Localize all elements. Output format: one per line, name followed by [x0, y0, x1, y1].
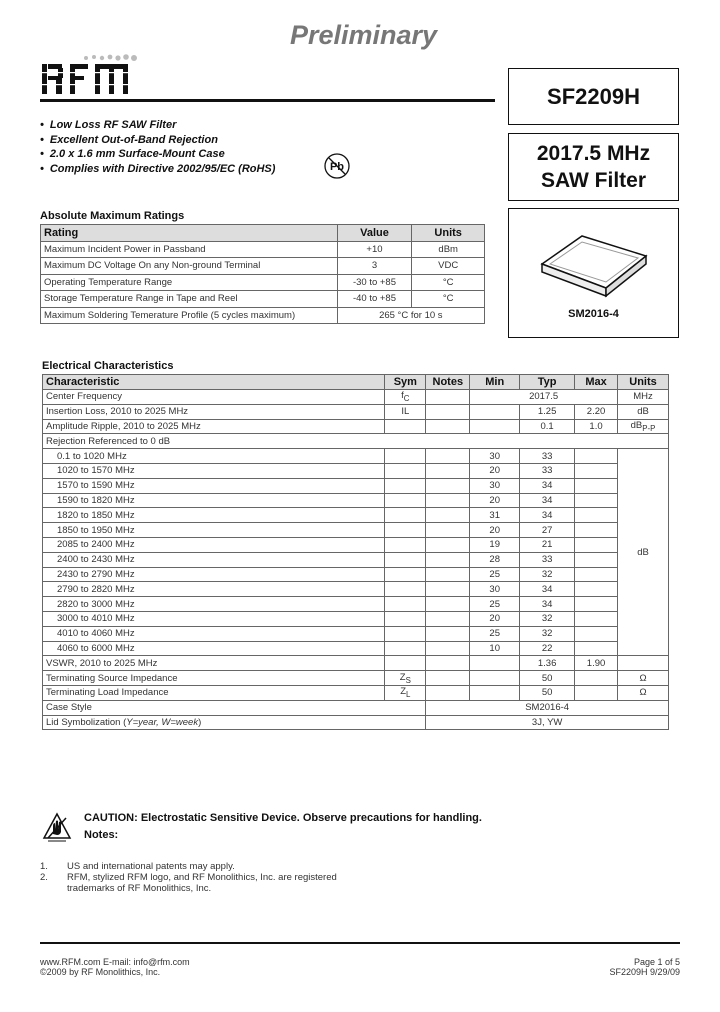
cell: [575, 597, 618, 612]
cell: 2085 to 2400 MHz: [43, 537, 385, 552]
cell: Maximum DC Voltage On any Non-ground Terminal: [41, 258, 338, 275]
table-row: [41, 291, 485, 308]
cell: [385, 449, 426, 464]
cell: [426, 478, 470, 493]
feature-item: • 2.0 x 1.6 mm Surface-Mount Case: [40, 147, 275, 162]
product-type: SAW Filter: [540, 169, 646, 192]
cell: 2017.5: [470, 390, 618, 405]
cell: 3J, YW: [426, 715, 669, 730]
cell: dB: [618, 449, 669, 656]
col-header: Max: [575, 375, 618, 390]
cell: [385, 685, 426, 700]
cell: 19: [470, 537, 520, 552]
feature-item: • Complies with Directive 2002/95/EC (RoHS): [40, 162, 275, 177]
cell: [385, 641, 426, 656]
table-row: [43, 671, 669, 686]
cell: [426, 611, 470, 626]
footer-rule: [40, 942, 680, 944]
rfm-logo: [40, 54, 144, 96]
footnote-text: trademarks of RF Monolithics, Inc.: [67, 883, 212, 894]
cell: [426, 626, 470, 641]
cell: [426, 390, 470, 405]
cell: Ω: [618, 671, 669, 686]
cell: 2.20: [575, 404, 618, 419]
table-row: [43, 537, 669, 552]
cell: [385, 597, 426, 612]
cell: 34: [520, 493, 575, 508]
cell: Maximum Soldering Temerature Profile (5 cycles maximum): [41, 307, 338, 324]
col-header: Sym: [385, 375, 426, 390]
footer-right: [560, 957, 680, 977]
cell: [426, 463, 470, 478]
cell: [575, 523, 618, 538]
cell: [385, 626, 426, 641]
cell: 22: [520, 641, 575, 656]
cell: [426, 493, 470, 508]
table-row: [43, 626, 669, 641]
cell: [426, 597, 470, 612]
cell: 265 °C for 10 s: [337, 307, 484, 324]
cell: 30: [470, 582, 520, 597]
cell: Operating Temperature Range: [41, 274, 338, 291]
subscript: P-P: [642, 423, 656, 433]
footnote: [40, 861, 337, 872]
cell: 20: [470, 493, 520, 508]
cell: +10: [337, 241, 412, 258]
cell: [385, 463, 426, 478]
cell: [470, 656, 520, 671]
cell: dBm: [412, 241, 485, 258]
cell: [575, 611, 618, 626]
cell: [385, 656, 426, 671]
table-row: [43, 656, 669, 671]
symbol: Z: [400, 686, 407, 698]
cell: [575, 508, 618, 523]
footer-left: [40, 957, 190, 977]
cell: 0.1 to 1020 MHz: [43, 449, 385, 464]
cell: [575, 626, 618, 641]
col-header: Units: [618, 375, 669, 390]
cell: 21: [520, 537, 575, 552]
footnotes: [40, 861, 337, 894]
symbol: f: [401, 390, 404, 402]
cell: [385, 493, 426, 508]
cell: [575, 493, 618, 508]
cell: -30 to +85: [337, 274, 412, 291]
amr-title: Absolute Maximum Ratings: [40, 210, 185, 222]
table-row: [43, 390, 669, 405]
cell: [575, 685, 618, 700]
cell: [575, 641, 618, 656]
cell: 1590 to 1820 MHz: [43, 493, 385, 508]
col-header: Min: [470, 375, 520, 390]
part-number: SF2209H: [547, 83, 640, 109]
cell: -40 to +85: [337, 291, 412, 308]
unit: dB: [630, 420, 643, 432]
cell: Terminating Load Impedance: [43, 685, 385, 700]
subscript: L: [406, 690, 411, 700]
table-row: [43, 715, 669, 730]
text: Lid Symbolization (: [46, 716, 127, 728]
col-header: Value: [337, 225, 412, 242]
cell: [426, 523, 470, 538]
table-row: [43, 434, 669, 449]
table-row: [41, 307, 485, 324]
footnote-number: 1.: [40, 861, 48, 872]
cell: 32: [520, 567, 575, 582]
cell: 1.0: [575, 419, 618, 434]
col-header: Typ: [520, 375, 575, 390]
cell: 25: [470, 567, 520, 582]
footnote-text: RFM, stylized RFM logo, and RF Monolithics, Inc. are registered: [67, 872, 337, 883]
subscript: S: [405, 675, 411, 685]
cell: 3000 to 4010 MHz: [43, 611, 385, 626]
cell: Center Frequency: [43, 390, 385, 405]
cell: [385, 537, 426, 552]
cell: [575, 582, 618, 597]
cell: 3: [337, 258, 412, 275]
footnote: [40, 883, 337, 894]
cell: [43, 715, 426, 730]
amr-table: [40, 224, 485, 324]
col-header: Notes: [426, 375, 470, 390]
cell: 1.25: [520, 404, 575, 419]
feature-item: • Low Loss RF SAW Filter: [40, 118, 275, 133]
table-row: [43, 700, 669, 715]
cell: [470, 419, 520, 434]
table-row: [43, 419, 669, 434]
col-header: Units: [412, 225, 485, 242]
cell: 1850 to 1950 MHz: [43, 523, 385, 538]
cell: 34: [520, 582, 575, 597]
cell: [575, 463, 618, 478]
table-row: [43, 552, 669, 567]
cell: 20: [470, 463, 520, 478]
table-row: [43, 611, 669, 626]
cell: [575, 552, 618, 567]
cell: 33: [520, 463, 575, 478]
cell: 28: [470, 552, 520, 567]
cell: 20: [470, 611, 520, 626]
cell: [575, 537, 618, 552]
cell: 33: [520, 449, 575, 464]
cell: VDC: [412, 258, 485, 275]
package-label: SM2016-4: [568, 308, 619, 320]
cell: [426, 567, 470, 582]
cell: °C: [412, 291, 485, 308]
revision: SF2209H 9/29/09: [609, 967, 680, 977]
footer-copyright: ©2009 by RF Monolithics, Inc.: [40, 967, 161, 977]
table-row: [43, 478, 669, 493]
cell: VSWR, 2010 to 2025 MHz: [43, 656, 385, 671]
table-row: [41, 241, 485, 258]
cell: [426, 685, 470, 700]
cell: 2790 to 2820 MHz: [43, 582, 385, 597]
cell: 32: [520, 626, 575, 641]
cell: Ω: [618, 685, 669, 700]
cell: [385, 390, 426, 405]
package-drawing: [534, 226, 654, 304]
table-row: [43, 641, 669, 656]
cell: Storage Temperature Range in Tape and Reel: [41, 291, 338, 308]
frequency: 2017.5 MHz: [536, 142, 651, 165]
symbol: Z: [399, 671, 406, 683]
cell: 10: [470, 641, 520, 656]
table-header-row: [41, 225, 485, 242]
cell: 1570 to 1590 MHz: [43, 478, 385, 493]
cell: 31: [470, 508, 520, 523]
text: ): [198, 716, 202, 728]
cell: [385, 582, 426, 597]
table-row: [43, 523, 669, 538]
cell: Maximum Incident Power in Passband: [41, 241, 338, 258]
cell: dB: [618, 404, 669, 419]
cell: [426, 449, 470, 464]
cell: 25: [470, 597, 520, 612]
cell: [385, 567, 426, 582]
col-header: Rating: [41, 225, 338, 242]
footnote: [40, 872, 337, 883]
cell: [426, 582, 470, 597]
pb-text: Pb: [329, 161, 345, 173]
cell: 2820 to 3000 MHz: [43, 597, 385, 612]
cell: 50: [520, 671, 575, 686]
footnote-text: US and international patents may apply.: [67, 861, 235, 872]
cell: 1820 to 1850 MHz: [43, 508, 385, 523]
cell: [618, 656, 669, 671]
cell: [426, 419, 470, 434]
ec-table: [42, 374, 669, 730]
table-row: [43, 597, 669, 612]
cell: 1.36: [520, 656, 575, 671]
cell: Rejection Referenced to 0 dB: [43, 434, 669, 449]
page-number: Page 1 of 5: [633, 957, 680, 967]
cell: [385, 419, 426, 434]
cell: 34: [520, 508, 575, 523]
cell: [618, 419, 669, 434]
subscript: C: [403, 394, 410, 404]
cell: Insertion Loss, 2010 to 2025 MHz: [43, 404, 385, 419]
cell: [470, 671, 520, 686]
cell: 50: [520, 685, 575, 700]
cell: 25: [470, 626, 520, 641]
cell: MHz: [618, 390, 669, 405]
cell: 32: [520, 611, 575, 626]
cell: 4060 to 6000 MHz: [43, 641, 385, 656]
cell: [575, 567, 618, 582]
product-box: [508, 133, 679, 201]
cell: [470, 404, 520, 419]
notes-title: Notes:: [84, 829, 119, 841]
cell: 30: [470, 449, 520, 464]
cell: SM2016-4: [426, 700, 669, 715]
feature-list: [40, 118, 275, 176]
cell: [426, 671, 470, 686]
feature-item: • Excellent Out-of-Band Rejection: [40, 133, 275, 148]
cell: [385, 478, 426, 493]
table-row: [41, 274, 485, 291]
cell: 2400 to 2430 MHz: [43, 552, 385, 567]
caution-text: CAUTION: Electrostatic Sensitive Device. Observe precautions for handling.: [84, 812, 482, 824]
rejection-rows: [43, 449, 669, 656]
text: Y=year, W=week: [126, 716, 199, 728]
package-box: [508, 208, 679, 338]
cell: 34: [520, 597, 575, 612]
cell: 30: [470, 478, 520, 493]
cell: [426, 537, 470, 552]
cell: 4010 to 4060 MHz: [43, 626, 385, 641]
esd-warning-icon: [42, 812, 72, 846]
preliminary-label: Preliminary: [290, 20, 438, 50]
cell: [426, 508, 470, 523]
footer-web: www.RFM.com E-mail: info@rfm.com: [40, 957, 190, 967]
table-row: [41, 258, 485, 275]
cell: 34: [520, 478, 575, 493]
cell: °C: [412, 274, 485, 291]
table-row: [43, 685, 669, 700]
cell: 27: [520, 523, 575, 538]
cell: Amplitude Ripple, 2010 to 2025 MHz: [43, 419, 385, 434]
table-row: [43, 567, 669, 582]
cell: [385, 611, 426, 626]
cell: 1.90: [575, 656, 618, 671]
cell: [426, 552, 470, 567]
cell: [426, 641, 470, 656]
cell: 0.1: [520, 419, 575, 434]
table-row: [43, 582, 669, 597]
cell: 2430 to 2790 MHz: [43, 567, 385, 582]
cell: [385, 508, 426, 523]
cell: [575, 671, 618, 686]
col-header: Characteristic: [43, 375, 385, 390]
cell: IL: [385, 404, 426, 419]
table-row: [43, 404, 669, 419]
cell: [385, 671, 426, 686]
cell: [385, 523, 426, 538]
part-number-box: [508, 68, 679, 125]
cell: [426, 656, 470, 671]
cell: [426, 404, 470, 419]
ec-title: Electrical Characteristics: [42, 360, 174, 372]
footnote-number: 2.: [40, 872, 48, 883]
cell: [385, 552, 426, 567]
table-row: [43, 449, 669, 464]
cell: 1020 to 1570 MHz: [43, 463, 385, 478]
cell: [575, 449, 618, 464]
pb-free-icon: [323, 152, 351, 180]
table-row: [43, 463, 669, 478]
header-rule: [40, 99, 495, 102]
cell: [470, 685, 520, 700]
table-row: [43, 493, 669, 508]
table-header-row: [43, 375, 669, 390]
cell: 33: [520, 552, 575, 567]
cell: Case Style: [43, 700, 426, 715]
cell: 20: [470, 523, 520, 538]
cell: [575, 478, 618, 493]
table-row: [43, 508, 669, 523]
cell: Terminating Source Impedance: [43, 671, 385, 686]
